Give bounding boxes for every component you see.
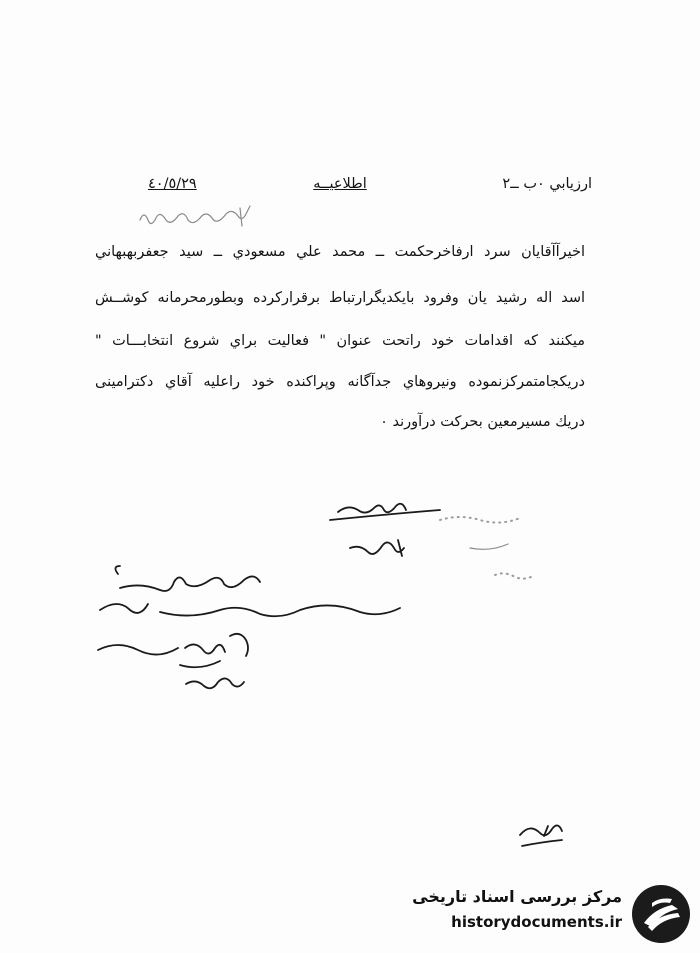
watermark: [402, 883, 692, 945]
document-code: ارزيابي ٠ب ــ٢: [502, 176, 592, 192]
faint-note: [440, 517, 535, 579]
handwritten-note: [98, 566, 400, 656]
book-logo-icon: [630, 883, 692, 945]
date-scribble: [140, 206, 250, 226]
watermark-url: historydocuments.ir: [451, 913, 622, 931]
watermark-name: مرکز بررسی اسناد تاریخی: [412, 887, 622, 906]
document-title: اطلاعيــه: [313, 176, 367, 192]
handwritten-signature: [330, 504, 440, 556]
body-line: اسد اله رشيد يان وفرود بايكديگرارتباط برقراركرده وبطورمحرمانه كوشــش: [95, 290, 585, 306]
handwritten-signature: [180, 644, 244, 688]
body-line: ميكنند كه اقدامات خود راتحت عنوان " فعاليت براي شروع انتخابـــات ": [95, 333, 585, 349]
page-number-mark: [520, 825, 562, 846]
body-line: دريكجامتمركزنموده ونيروهاي جدآگانه وپراكنده خود راعليه آقاي دكترامينى: [95, 374, 585, 390]
body-line: دريك مسيرمعين بحركت درآورند ٠: [380, 414, 585, 430]
body-line: اخيرآآقايان سرد ارفاخرحكمت ــ محمد علي مسعودي ــ سيد جعفربهبهاني: [95, 244, 585, 260]
document-date: ٤٠/٥/٢٩: [148, 176, 197, 192]
